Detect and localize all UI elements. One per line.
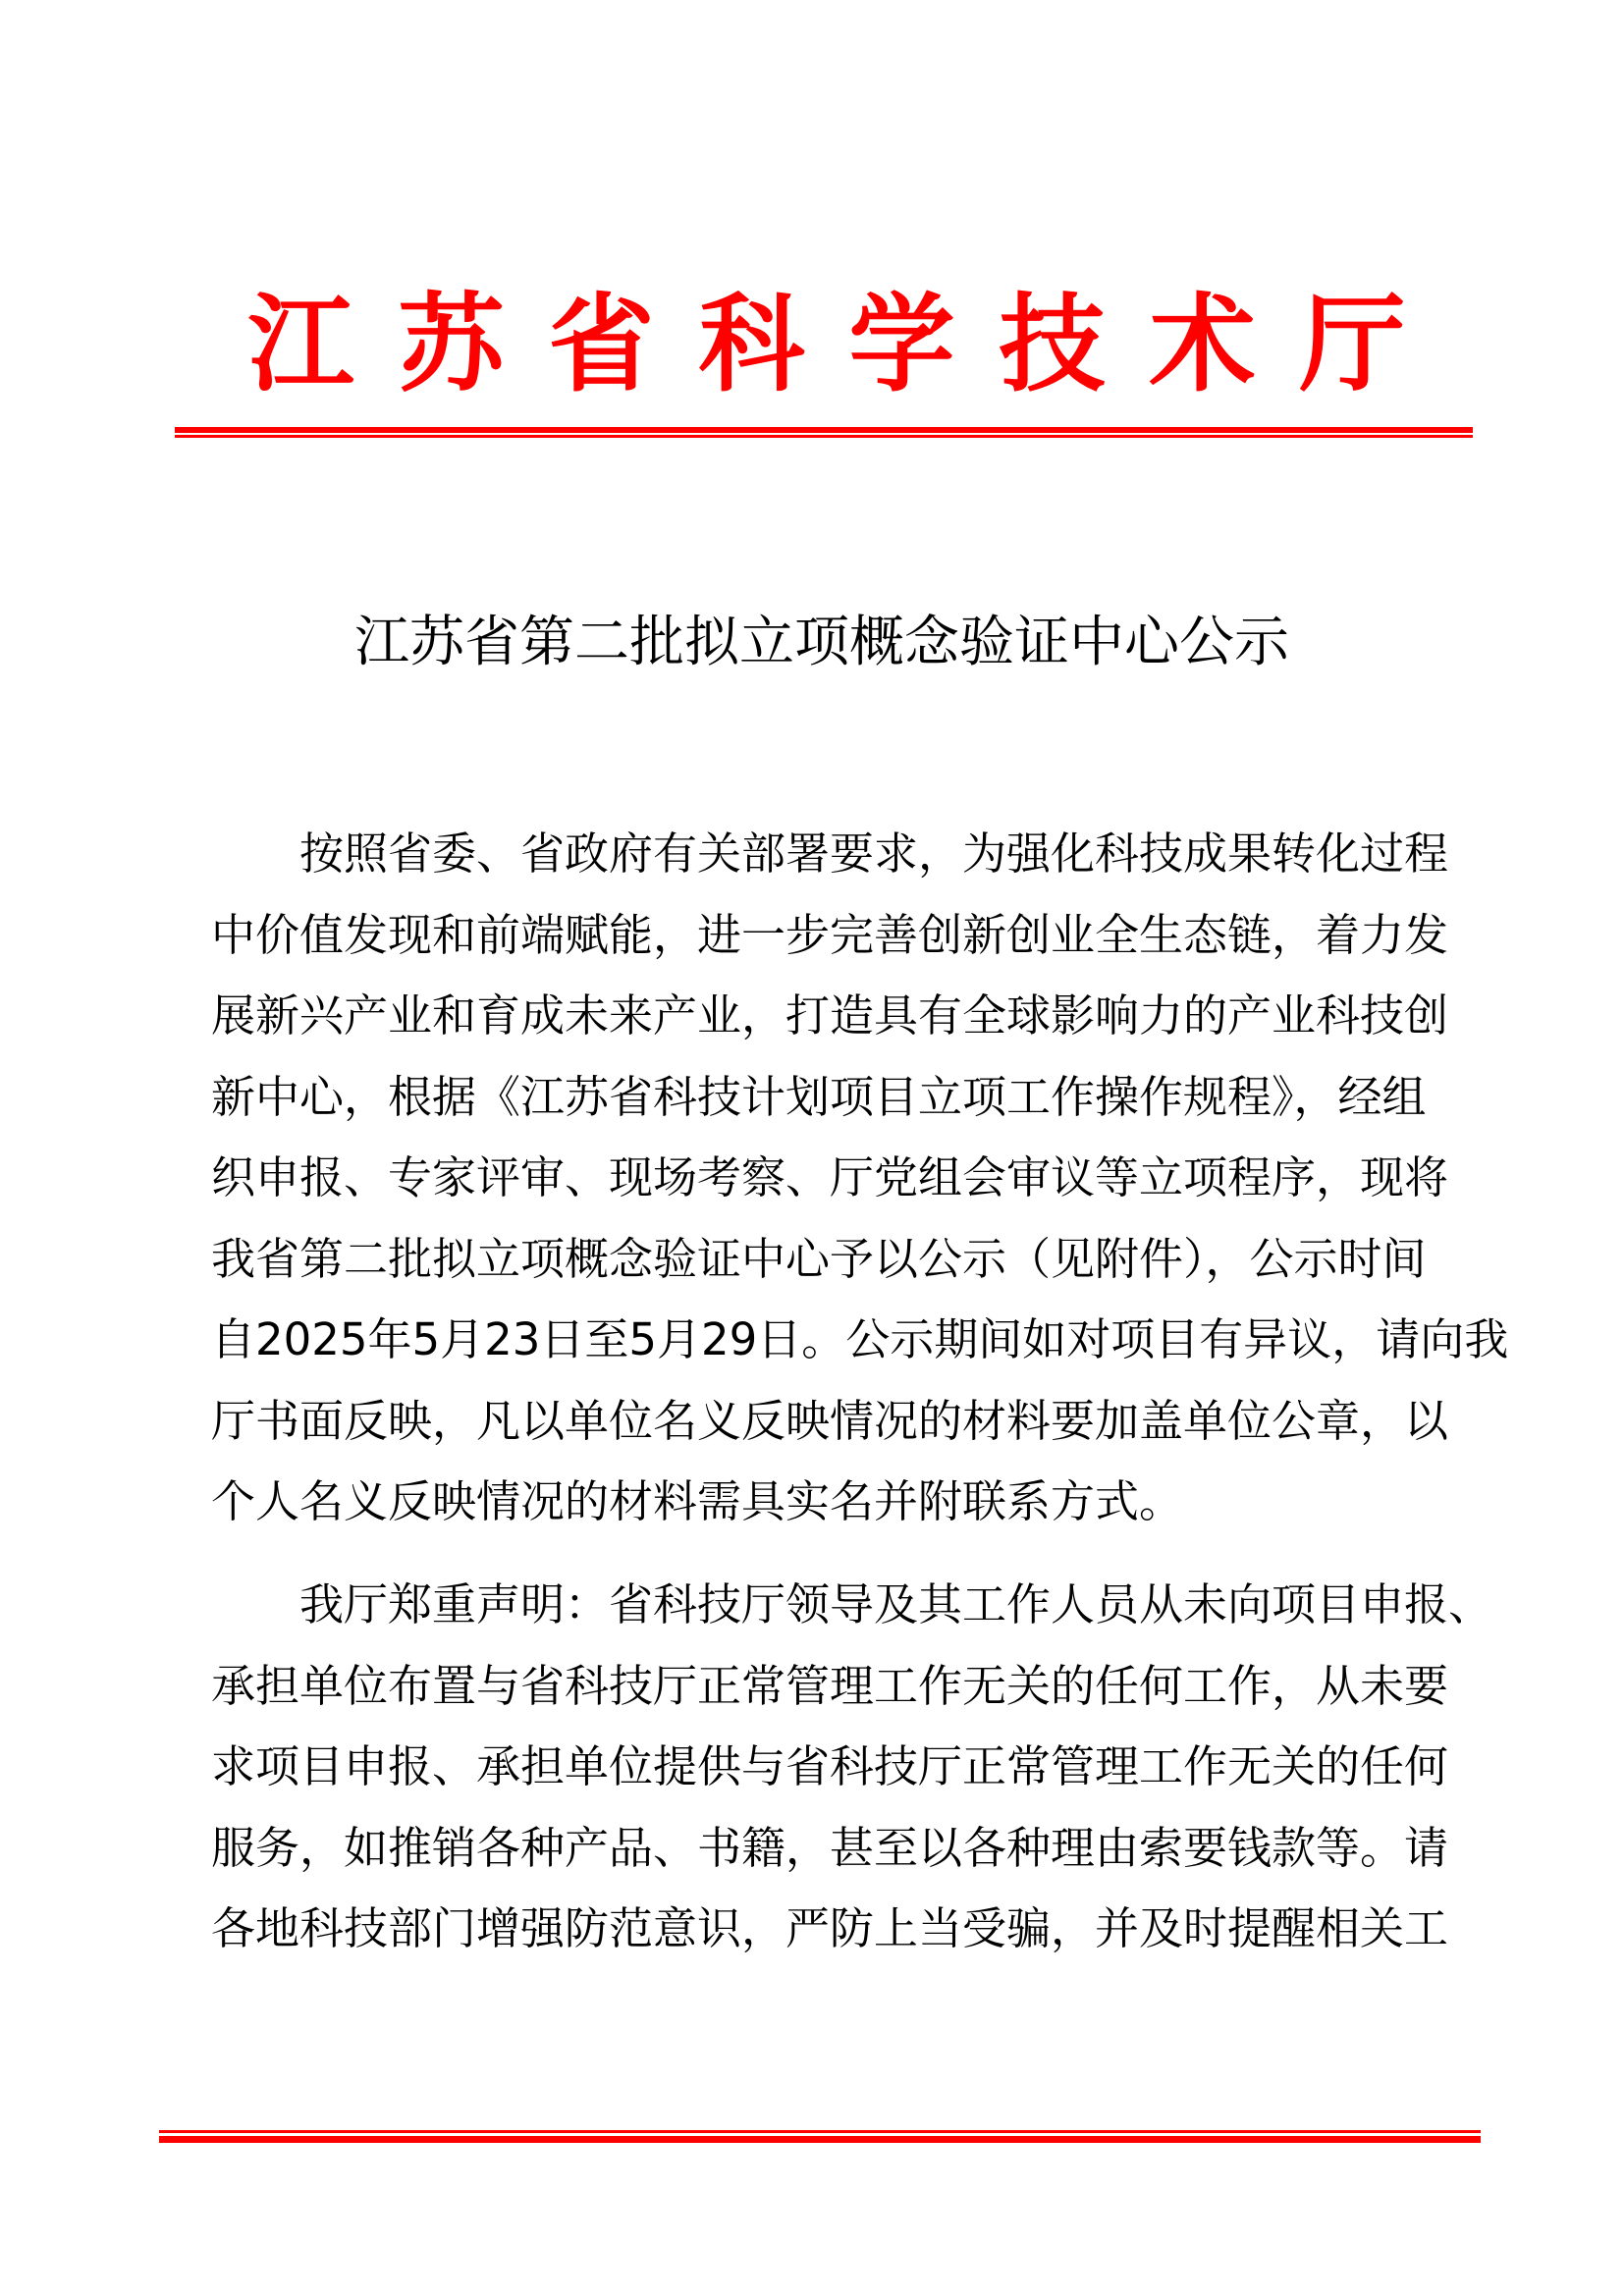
text-line: 求项目申报、承担单位提供与省科技厅正常管理工作无关的任何 (211, 1740, 1449, 1792)
text-line: 个人名义反映情况的材料需具实名并附联系方式。 (211, 1475, 1184, 1527)
document-title: 江苏省第二批拟立项概念验证中心公示 (354, 611, 1289, 674)
text-line: 各地科技部门增强防范意识，严防上当受骗，并及时提醒相关工 (211, 1902, 1449, 1954)
body-paragraph-2 (211, 1565, 1493, 1970)
text-line: 承担单位布置与省科技厅正常管理工作无关的任何工作，从未要 (211, 1659, 1449, 1712)
footer-thick-rule (159, 2136, 1481, 2143)
text-line: 织申报、专家评审、现场考察、厅党组会审议等立项程序，现将 (211, 1151, 1449, 1203)
text-line: 按照省委、省政府有关部署要求，为强化科技成果转化过程 (299, 828, 1449, 880)
text-line: 展新兴产业和育成未来产业，打造具有全球影响力的产业科技创 (211, 989, 1449, 1041)
header-thick-rule (175, 427, 1473, 433)
letterhead-char: 省 (548, 284, 655, 406)
letterhead-char: 江 (247, 284, 354, 406)
body-paragraph-1 (211, 814, 1509, 1543)
letterhead-char: 科 (698, 284, 805, 406)
letterhead-char: 学 (848, 284, 955, 406)
text-line: 厅书面反映，凡以单位名义反映情况的材料要加盖单位公章，以 (211, 1394, 1449, 1447)
text-line: 我厅郑重声明：省科技厅领导及其工作人员从未向项目申报、 (299, 1578, 1493, 1630)
letterhead-title (226, 284, 1428, 406)
letterhead-char: 术 (1149, 284, 1256, 406)
text-line: 自2025年5月23日至5月29日。公示期间如对项目有异议，请向我 (211, 1313, 1509, 1365)
text-line: 我省第二批拟立项概念验证中心予以公示（见附件），公示时间 (211, 1232, 1427, 1285)
text-line: 中价值发现和前端赋能，进一步完善创新创业全生态链，着力发 (211, 908, 1449, 961)
footer-thin-rule (159, 2130, 1481, 2133)
text-line: 服务，如推销各种产品、书籍，甚至以各种理由索要钱款等。请 (211, 1821, 1449, 1874)
letterhead-char: 苏 (398, 284, 505, 406)
letterhead-char: 技 (999, 284, 1106, 406)
header-thin-rule (175, 435, 1473, 438)
letterhead-char: 厅 (1299, 284, 1406, 406)
text-line: 新中心，根据《江苏省科技计划项目立项工作操作规程》，经组 (211, 1070, 1427, 1123)
